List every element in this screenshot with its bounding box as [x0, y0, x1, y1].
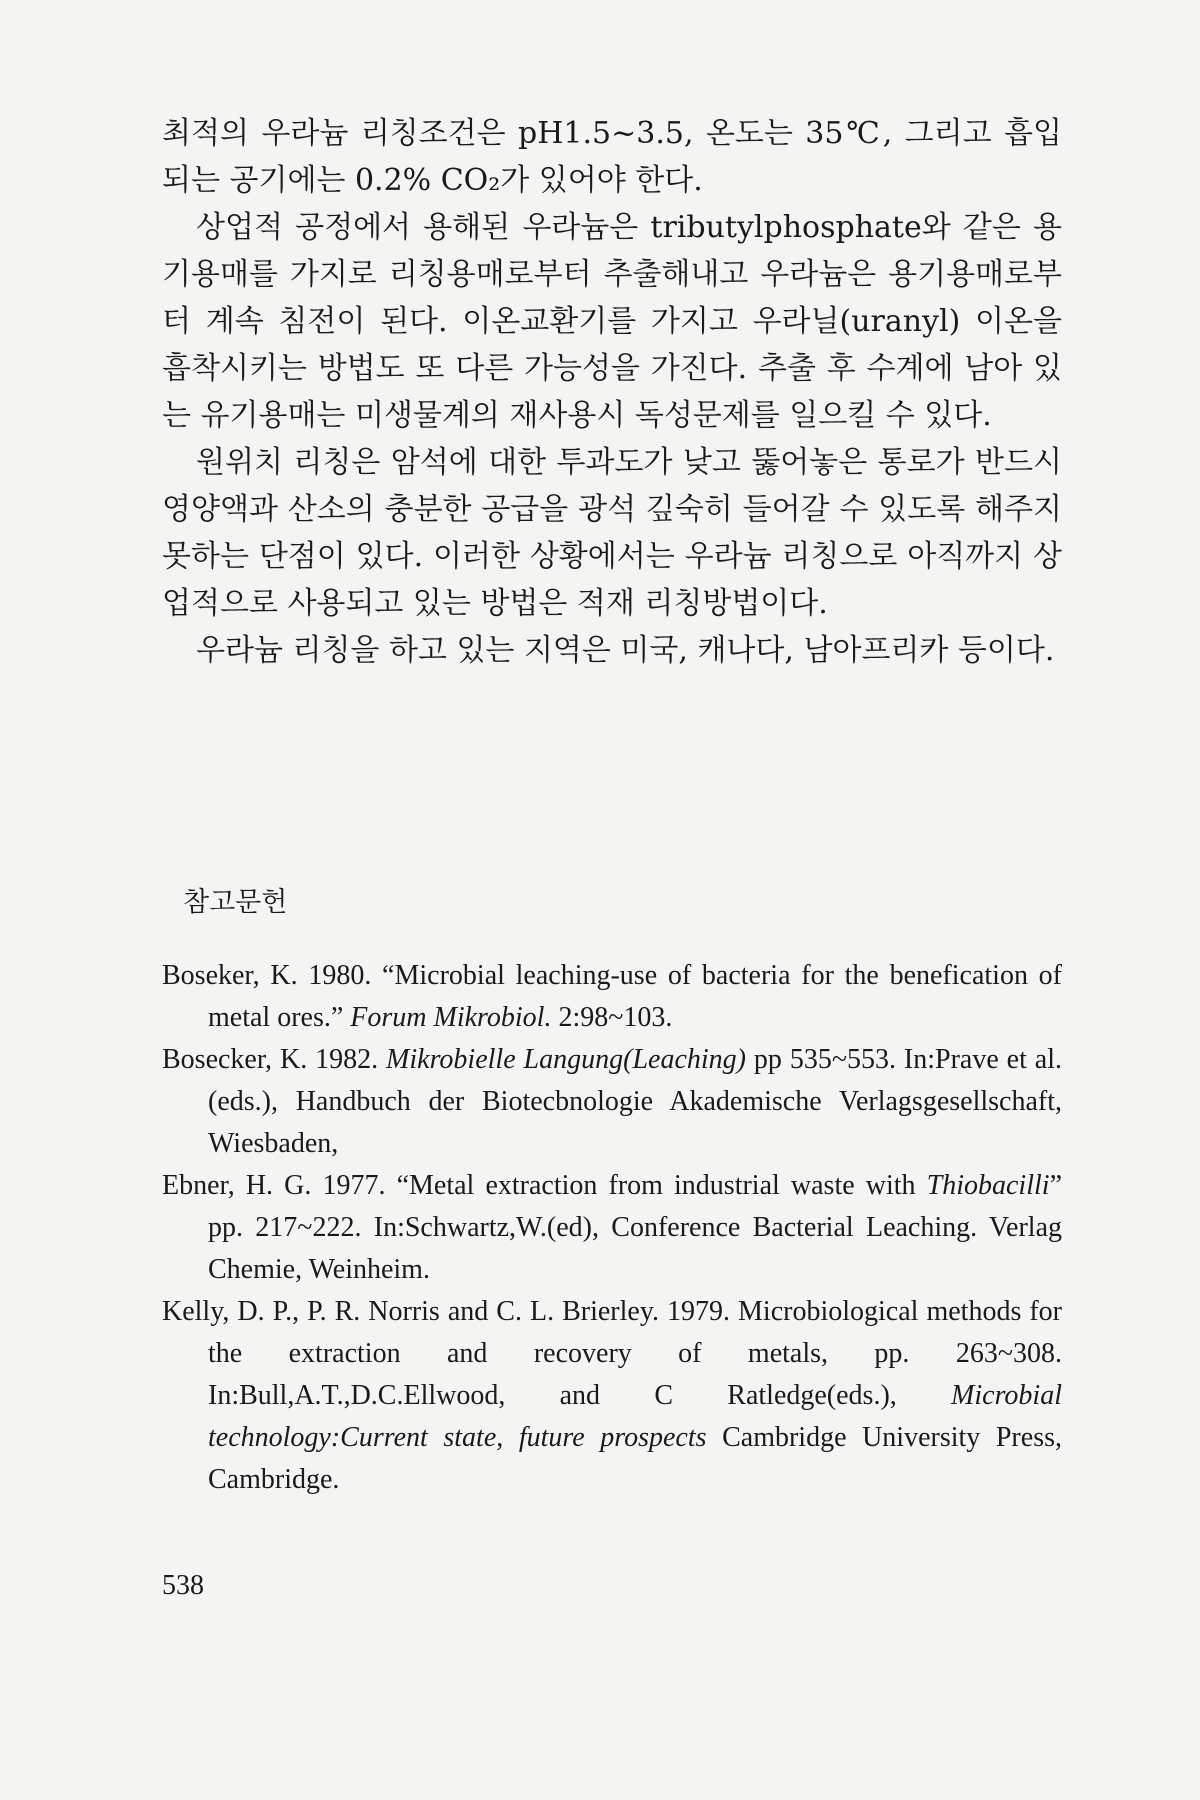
- reference-text: Bosecker, K. 1982.: [162, 1044, 387, 1075]
- reference-italic: Mikrobielle Langung(Leaching): [386, 1044, 746, 1075]
- reference-item: [162, 955, 1062, 1039]
- reference-text: Cambridge University Press, Cambridge.: [208, 1422, 1062, 1495]
- paragraph-2: 상업적 공정에서 용해된 우라늄은 tributylphosphate와 같은 용기용매를 가지로 리칭용매로부터 추출해내고 우라늄은 용기용매로부터 계속 침전이 된다. 이온교환기를 가지고 우라닐(uranyl) 이온을 흡착시키는 방법도 또 다른 가능성을 가진다. 추출 후 수계에 남아 있는 유기용매는 미생물계의 재사용시 독성문제를 일으킬 수 있다.: [162, 210, 1062, 433]
- reference-text: Boseker, K. 1980. “Microbial leaching-use of bacteria for the benefication of metal ores.”: [162, 960, 1062, 1033]
- paragraph-3: 원위치 리칭은 암석에 대한 투과도가 낮고 뚫어놓은 통로가 반드시 영양액과 산소의 충분한 공급을 광석 깊숙히 들어갈 수 있도록 해주지 못하는 단점이 있다. 이러한 상황에서는 우라늄 리칭으로 아직까지 상업적으로 사용되고 있는 방법은 적재 리칭방법이다.: [162, 445, 1062, 621]
- paragraph-4: 우라늄 리칭을 하고 있는 지역은 미국, 캐나다, 남아프리카 등이다.: [196, 633, 1055, 668]
- page-number: 538: [162, 1570, 204, 1601]
- reference-text: 2:98~103.: [551, 1002, 673, 1033]
- paragraph-1: 최적의 우라늄 리칭조건은 pH1.5~3.5, 온도는 35℃, 그리고 흡입되는 공기에는 0.2% CO₂가 있어야 한다.: [162, 116, 1062, 198]
- reference-italic: Microbial technology:Current state, future prospects: [208, 1380, 1062, 1453]
- reference-italic: Thiobacilli: [926, 1170, 1050, 1201]
- reference-text: Ebner, H. G. 1977. “Metal extraction from industrial waste with: [162, 1170, 927, 1201]
- reference-item: [162, 1039, 1062, 1165]
- references-heading: 참고문헌: [183, 887, 288, 918]
- references-list: [162, 955, 1062, 1501]
- body-text: [162, 110, 1062, 674]
- reference-text: ” pp. 217~222. In:Schwartz,W.(ed), Conference Bacterial Leaching. Verlag Chemie, Weinheim.: [208, 1170, 1062, 1285]
- reference-item: [162, 1165, 1062, 1291]
- reference-italic: Forum Mikrobiol.: [350, 1002, 552, 1033]
- reference-item: [162, 1291, 1062, 1501]
- reference-text: Kelly, D. P., P. R. Norris and C. L. Brierley. 1979. Microbiological methods for the extraction and recovery of metals, pp. 263~308. In:Bull,A.T.,D.C.Ellwood, and C Ratledge(eds.),: [162, 1296, 1062, 1411]
- reference-text: pp 535~553. In:Prave et al.(eds.), Handbuch der Biotecbnologie Akademische Verlagsgesellschaft, Wiesbaden,: [208, 1044, 1063, 1159]
